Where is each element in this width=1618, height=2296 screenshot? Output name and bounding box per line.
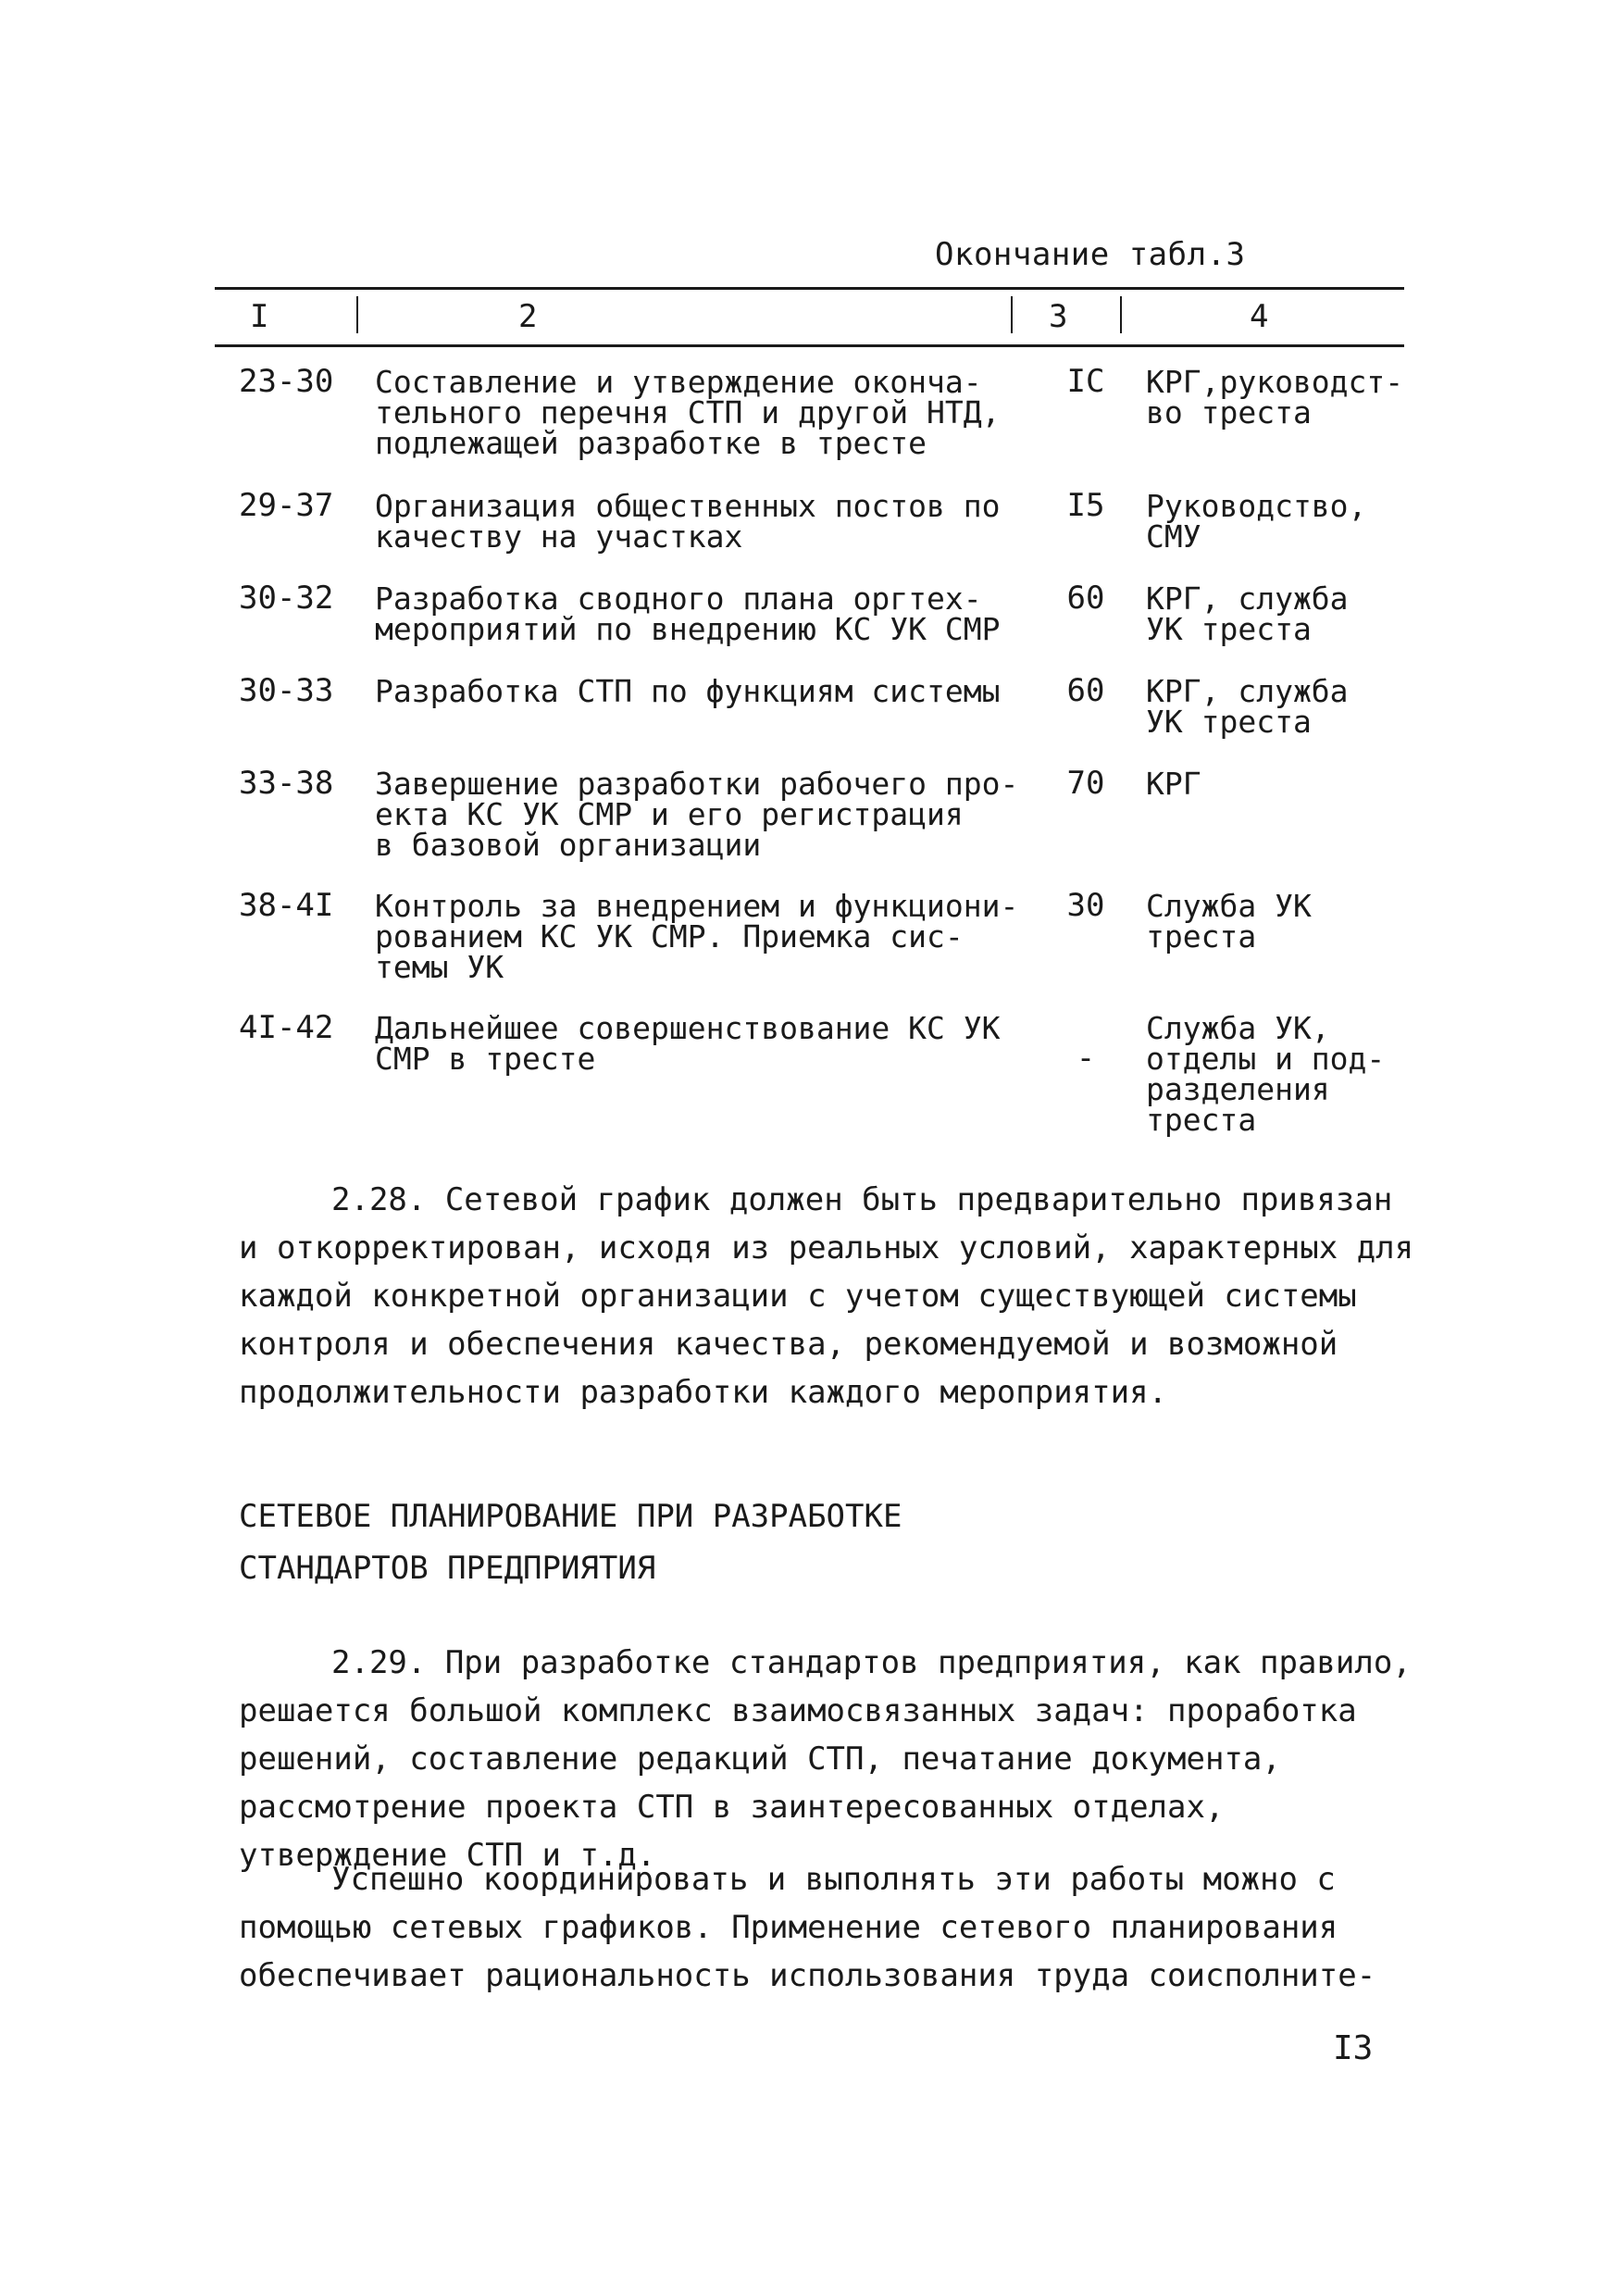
row-code: 30-33 (239, 672, 334, 709)
table-header-divider (1120, 296, 1122, 333)
table-header-col4: 4 (1250, 298, 1269, 335)
row-code: 30-32 (239, 580, 334, 617)
row-text: Разработка сводного плана оргтех- мероприятий по внедрению КС УК СМР (375, 580, 1001, 647)
row-responsible: КРГ, служба УК треста (1146, 580, 1349, 647)
row-responsible: Служба УК, отделы и под- разделения треста (1146, 1010, 1386, 1138)
table-caption: Окончание табл.3 (935, 236, 1246, 273)
row-days: 60 (1066, 580, 1105, 617)
row-responsible: КРГ, служба УК треста (1146, 673, 1349, 740)
table-top-rule (215, 287, 1404, 290)
row-text: Завершение разработки рабочего про- екта КС УК СМР и его регистрация в базовой организации (375, 766, 1019, 863)
section-heading: СЕТЕВОЕ ПЛАНИРОВАНИЕ ПРИ РАЗРАБОТКЕ СТАНДАРТОВ ПРЕДПРИЯТИЯ (239, 1498, 902, 1587)
row-responsible: Руководство, СМУ (1146, 488, 1367, 555)
table-header-col2: 2 (518, 298, 538, 335)
table-header-col3: 3 (1049, 298, 1068, 335)
table-header-rule (215, 344, 1404, 347)
paragraph-continuation: Успешно координировать и выполнять эти работы можно с помощью сетевых графиков. Применение сетевого планирования обеспечивает рациональность использования труда соисполните- (239, 1861, 1376, 1994)
page-number: I3 (1333, 2029, 1374, 2067)
row-days: 30 (1066, 887, 1105, 924)
row-text: Составление и утверждение оконча- тельного перечня СТП и другой НТД, подлежащей разработке в тресте (375, 364, 1001, 461)
row-days: I5 (1066, 487, 1105, 524)
row-responsible: КРГ (1146, 766, 1201, 802)
row-code: 38-4I (239, 887, 334, 924)
paragraph-2-29: 2.29. При разработке стандартов предприятия, как правило, решается большой комплекс взаимосвязанных задач: проработка решений, составление редакций СТП, печатание документа, рассмотрение проекта СТП в заинтересованных отделах, утверждение СТП и т.д. (239, 1644, 1412, 1874)
row-days: IC (1066, 363, 1105, 400)
row-text: Дальнейшее совершенствование КС УК СМР в тресте (375, 1010, 1001, 1077)
row-days: - (1076, 1040, 1096, 1077)
row-code: 33-38 (239, 765, 334, 802)
row-days: 70 (1066, 765, 1105, 802)
row-text: Разработка СТП по функциям системы (375, 673, 1001, 709)
row-text: Контроль за внедрением и функциони- рованием КС УК СМР. Приемка сис- темы УК (375, 888, 1019, 985)
row-code: 23-30 (239, 363, 334, 400)
row-responsible: Служба УК треста (1146, 888, 1312, 955)
row-code: 29-37 (239, 487, 334, 524)
row-days: 60 (1066, 672, 1105, 709)
paragraph-2-28: 2.28. Сетевой график должен быть предварительно привязан и откорректирован, исходя из реальных условий, характерных для каждой конкретной организации с учетом существующей системы контроля и обеспечения качества, рекомендуемой и возможной продолжительности разработки каждого мероприятия. (239, 1181, 1414, 1411)
table-header-divider (356, 296, 358, 333)
row-code: 4I-42 (239, 1009, 334, 1046)
row-responsible: КРГ,руководст- во треста (1146, 364, 1404, 430)
row-text: Организация общественных постов по качеству на участках (375, 488, 1001, 555)
table-header-divider (1011, 296, 1013, 333)
table-header-col1: I (250, 298, 269, 335)
